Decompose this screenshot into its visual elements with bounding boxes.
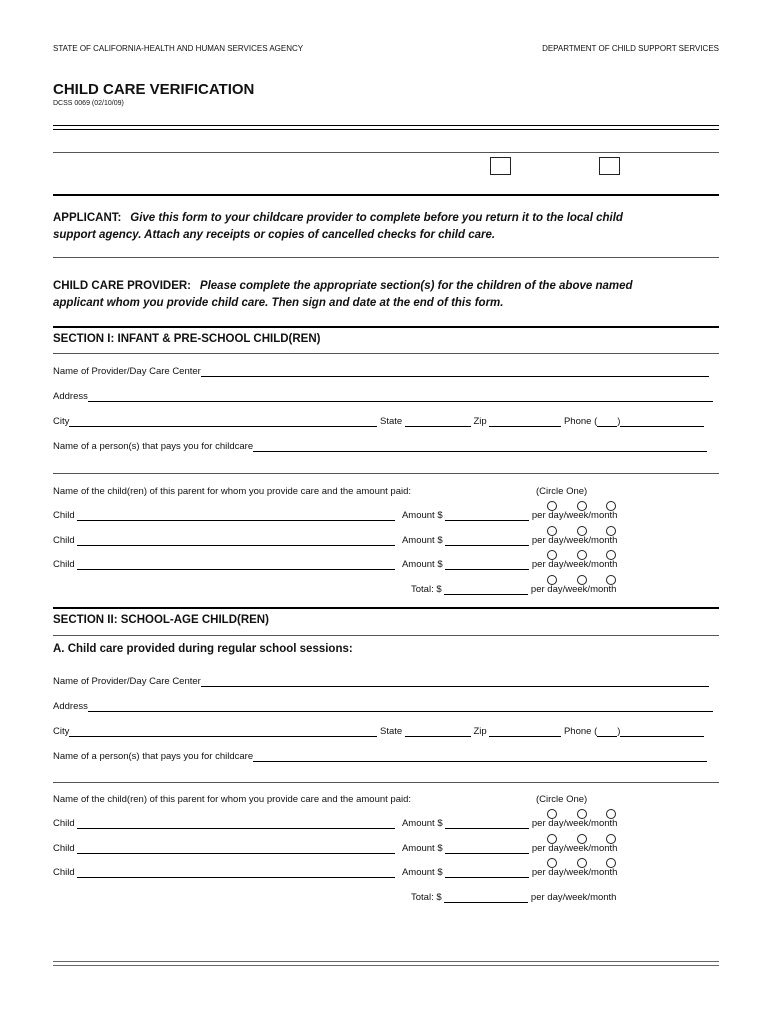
address-label: Address xyxy=(53,391,88,402)
phone-area-input[interactable] xyxy=(597,726,617,737)
amount-input[interactable] xyxy=(445,559,529,570)
provider-label: CHILD CARE PROVIDER: xyxy=(53,280,192,292)
child-label: Child xyxy=(53,843,75,854)
per-week-radio[interactable] xyxy=(577,550,587,560)
city-state-zip-phone-row xyxy=(53,416,704,427)
per-week-radio[interactable] xyxy=(577,575,587,585)
per-day-radio[interactable] xyxy=(547,501,557,511)
payer-field xyxy=(53,751,707,762)
child-row xyxy=(53,843,617,854)
amount-input[interactable] xyxy=(445,535,529,546)
provider-instructions xyxy=(53,276,633,312)
payer-label: Name of a person(s) that pays you for childcare xyxy=(53,751,254,762)
child-row xyxy=(53,510,617,521)
children-intro: Name of the child(ren) of this parent for whom you provide care and the amount paid: xyxy=(53,486,412,497)
per-month-radio[interactable] xyxy=(606,526,616,536)
phone-close: ) xyxy=(617,726,621,737)
applicant-text-1: Give this form to your childcare provider to complete before you return it to the local child xyxy=(130,212,623,224)
applicant-instructions xyxy=(53,208,623,244)
provider-text-2: applicant whom you provide child care. Then sign and date at the end of this form. xyxy=(53,297,504,309)
divider xyxy=(53,353,719,354)
provider-name-input[interactable] xyxy=(201,366,709,377)
per-week-radio[interactable] xyxy=(577,526,587,536)
per-month-radio[interactable] xyxy=(606,501,616,511)
state-input[interactable] xyxy=(405,726,471,737)
payer-input[interactable] xyxy=(253,441,707,452)
child-label: Child xyxy=(53,535,75,546)
payer-input[interactable] xyxy=(253,751,707,762)
amount-label: Amount $ xyxy=(401,843,443,854)
applicant-text-2: support agency. Attach any receipts or copies of cancelled checks for child care. xyxy=(53,229,496,241)
per-day-radio[interactable] xyxy=(547,575,557,585)
amount-input[interactable] xyxy=(445,843,529,854)
department-name: DEPARTMENT OF CHILD SUPPORT SERVICES xyxy=(542,44,719,53)
header-divider-top xyxy=(53,125,719,126)
per-week-radio[interactable] xyxy=(577,834,587,844)
state-input[interactable] xyxy=(405,416,471,427)
agency-name: STATE OF CALIFORNIA-HEALTH AND HUMAN SERVICES AGENCY xyxy=(53,44,304,53)
per-label: per day/week/month xyxy=(531,843,618,854)
state-label: State xyxy=(380,726,403,737)
payer-label: Name of a person(s) that pays you for childcare xyxy=(53,441,254,452)
divider xyxy=(53,194,719,196)
provider-name-label: Name of Provider/Day Care Center xyxy=(53,366,201,377)
city-label: City xyxy=(53,416,70,427)
per-month-radio[interactable] xyxy=(606,550,616,560)
per-week-radio[interactable] xyxy=(577,501,587,511)
divider xyxy=(53,257,719,258)
amount-label: Amount $ xyxy=(401,559,443,570)
per-week-radio[interactable] xyxy=(577,858,587,868)
city-label: City xyxy=(53,726,70,737)
per-month-radio[interactable] xyxy=(606,858,616,868)
phone-area-input[interactable] xyxy=(597,416,617,427)
child-name-input[interactable] xyxy=(77,843,395,854)
address-field xyxy=(53,701,713,712)
provider-name-input[interactable] xyxy=(201,676,709,687)
per-label: per day/week/month xyxy=(531,510,618,521)
section1-title: SECTION I: INFANT & PRE-SCHOOL CHILD(REN) xyxy=(53,333,321,345)
total-input[interactable] xyxy=(444,892,528,903)
total-label: Total: $ xyxy=(411,584,442,595)
amount-label: Amount $ xyxy=(401,867,443,878)
per-day-radio[interactable] xyxy=(547,550,557,560)
provider-name-field xyxy=(53,676,709,687)
section2-subtitle: A. Child care provided during regular school sessions: xyxy=(53,643,353,655)
per-day-radio[interactable] xyxy=(547,809,557,819)
phone-label: Phone ( xyxy=(563,416,598,427)
provider-name-field xyxy=(53,366,709,377)
state-label: State xyxy=(380,416,403,427)
child-label: Child xyxy=(53,559,75,570)
amount-label: Amount $ xyxy=(401,510,443,521)
per-day-radio[interactable] xyxy=(547,858,557,868)
applicant-info-line xyxy=(53,152,719,153)
amount-label: Amount $ xyxy=(401,535,443,546)
divider xyxy=(53,473,719,474)
zip-input[interactable] xyxy=(489,416,561,427)
form-title: CHILD CARE VERIFICATION xyxy=(53,81,255,98)
per-label: per day/week/month xyxy=(530,892,617,903)
phone-close: ) xyxy=(617,416,621,427)
amount-input[interactable] xyxy=(445,818,529,829)
per-label: per day/week/month xyxy=(531,535,618,546)
footer-divider-bottom xyxy=(53,965,719,966)
address-label: Address xyxy=(53,701,88,712)
zip-label: Zip xyxy=(473,416,487,427)
child-label: Child xyxy=(53,510,75,521)
checkbox-1[interactable] xyxy=(490,157,511,175)
section2-title: SECTION II: SCHOOL-AGE CHILD(REN) xyxy=(53,614,269,626)
amount-input[interactable] xyxy=(445,510,529,521)
circle-one-label: (Circle One) xyxy=(536,486,588,497)
per-label: per day/week/month xyxy=(531,818,618,829)
per-month-radio[interactable] xyxy=(606,575,616,585)
total-label: Total: $ xyxy=(411,892,442,903)
payer-field xyxy=(53,441,707,452)
per-week-radio[interactable] xyxy=(577,809,587,819)
phone-label: Phone ( xyxy=(563,726,598,737)
child-row xyxy=(53,867,617,878)
zip-label: Zip xyxy=(473,726,487,737)
child-name-input[interactable] xyxy=(77,510,395,521)
phone-input[interactable] xyxy=(620,416,704,427)
per-day-radio[interactable] xyxy=(547,834,557,844)
city-state-zip-phone-row xyxy=(53,726,704,737)
total-input[interactable] xyxy=(444,584,528,595)
child-name-input[interactable] xyxy=(77,818,395,829)
divider xyxy=(53,635,719,636)
amount-label: Amount $ xyxy=(401,818,443,829)
address-input[interactable] xyxy=(88,391,713,402)
child-row xyxy=(53,818,617,829)
address-input[interactable] xyxy=(88,701,713,712)
total-row xyxy=(411,892,616,903)
section-divider xyxy=(53,326,719,328)
checkbox-2[interactable] xyxy=(599,157,620,175)
provider-text-1: Please complete the appropriate section(s) for the children of the above named xyxy=(199,280,633,292)
children-intro: Name of the child(ren) of this parent for whom you provide care and the amount paid: xyxy=(53,794,412,805)
form-number: DCSS 0069 (02/10/09) xyxy=(53,100,124,107)
child-name-input[interactable] xyxy=(77,535,395,546)
zip-input[interactable] xyxy=(489,726,561,737)
divider xyxy=(53,782,719,783)
child-name-input[interactable] xyxy=(77,867,395,878)
provider-name-label: Name of Provider/Day Care Center xyxy=(53,676,201,687)
per-month-radio[interactable] xyxy=(606,809,616,819)
child-label: Child xyxy=(53,867,75,878)
circle-one-label: (Circle One) xyxy=(536,794,588,805)
child-label: Child xyxy=(53,818,75,829)
per-label: per day/week/month xyxy=(531,559,618,570)
city-input[interactable] xyxy=(69,416,377,427)
address-field xyxy=(53,391,713,402)
section-divider xyxy=(53,607,719,609)
city-input[interactable] xyxy=(69,726,377,737)
child-row xyxy=(53,559,617,570)
per-label: per day/week/month xyxy=(530,584,617,595)
total-row xyxy=(411,584,616,595)
per-day-radio[interactable] xyxy=(547,526,557,536)
child-row xyxy=(53,535,617,546)
amount-input[interactable] xyxy=(445,867,529,878)
per-label: per day/week/month xyxy=(531,867,618,878)
header-divider-bottom xyxy=(53,129,719,130)
phone-input[interactable] xyxy=(620,726,704,737)
per-month-radio[interactable] xyxy=(606,834,616,844)
applicant-label: APPLICANT: xyxy=(53,212,122,224)
footer-divider-top xyxy=(53,961,719,962)
child-name-input[interactable] xyxy=(77,559,395,570)
